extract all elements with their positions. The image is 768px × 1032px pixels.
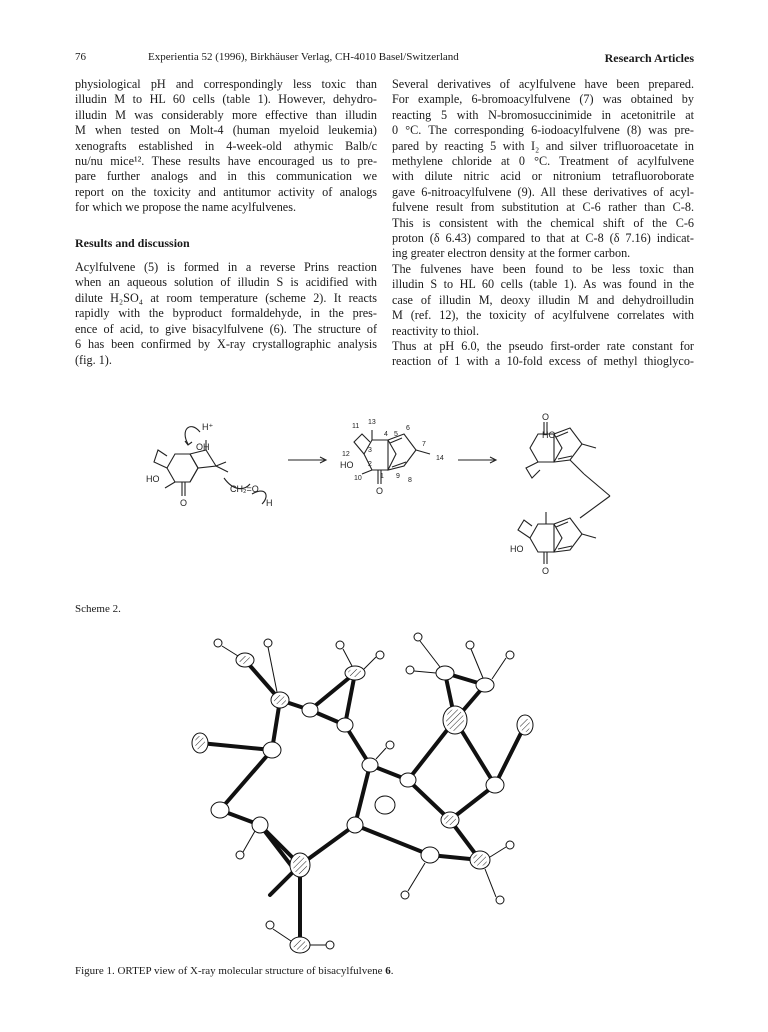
right-column — [392, 77, 694, 370]
text-line: reacting 5 with N-bromosuccinimide in acetonitrile at — [392, 107, 694, 122]
text-line: ing greater electron density at the former carbon. — [392, 246, 631, 261]
acylfulvene-structure — [354, 430, 430, 484]
atom-number: 1 — [380, 473, 384, 480]
atom-number: 12 — [342, 451, 350, 458]
text-line: For example, 6-bromoacylfulvene (7) was obtained by — [392, 92, 694, 107]
section-heading: Results and discussion — [75, 235, 190, 250]
text-line: case of illudin M, deoxy illudin M and dehydroilludin — [392, 292, 694, 307]
atom-number: 6 — [406, 425, 410, 432]
text-line: M (ref. 12), the toxicity of acylfulvene correlates with — [392, 308, 694, 323]
text-line: ence of acid, to give bisacylfulvene (6). The structure of — [75, 321, 377, 336]
ho-label: HO — [510, 544, 524, 554]
running-header — [75, 51, 694, 67]
atom-number: 14 — [436, 455, 444, 462]
paragraph-intro — [75, 77, 377, 216]
atom-number: 9 — [396, 473, 400, 480]
text-line: report on the toxicity and antitumor activity of analogs — [75, 184, 377, 199]
paragraph-results — [75, 260, 377, 368]
text-line: reactivity to thiol. — [392, 323, 479, 338]
scheme-caption: Scheme 2. — [75, 603, 121, 615]
ortep-figure — [180, 625, 570, 970]
ho-label: HO — [146, 474, 160, 484]
text-line: (fig. 1). — [75, 352, 112, 367]
text-line: fulvene result from substitution at C-6 rather than C-8. — [392, 200, 694, 215]
carbonyl-o-label: O — [542, 412, 550, 422]
text-line: illudin M to HL 60 cells (table 1). However, dehydro- — [75, 92, 377, 107]
text-line: 6 has been confirmed by X-ray crystallographic analysis — [75, 337, 377, 352]
paragraph-toxicity — [392, 262, 694, 339]
carbonyl-o-label: O — [180, 498, 188, 508]
text-line: The fulvenes have been found to be less toxic than — [392, 261, 694, 276]
h-plus-label: H⁺ — [202, 422, 214, 432]
ho-label: HO — [340, 460, 354, 470]
section-title: Research Articles — [604, 51, 694, 65]
carbonyl-o-label: O — [376, 486, 384, 496]
text-line: rapidly with the byproduct formaldehyde, in the pres- — [75, 306, 377, 321]
ho-label: HO — [542, 430, 556, 440]
atom-number: 13 — [368, 419, 376, 426]
text-line: reaction of 1 with a 10-fold excess of methyl thioglyco- — [392, 354, 694, 369]
text-line: nu/nu mice¹². These results have encouraged us to pre- — [75, 154, 377, 169]
text-line: pare further analogs and in this communication we — [75, 169, 377, 184]
text-line: 0 °C. The corresponding 6-iodoacylfulvene (8) was pre- — [392, 123, 694, 138]
text-line: physiological pH and correspondingly less toxic than — [75, 77, 377, 91]
text-line: illudin S to HL 60 cells (table 1). As was found in the — [392, 277, 694, 292]
figure-caption-end: . — [390, 965, 394, 977]
reaction-scheme — [140, 412, 680, 587]
atom-number: 4 — [384, 431, 388, 438]
atom-number: 3 — [368, 447, 372, 454]
left-column — [75, 77, 377, 368]
journal-citation: Experientia 52 (1996), Birkhäuser Verlag, CH-4010 Basel/Switzerland — [148, 51, 459, 63]
text-line: proton (δ 6.43) compared to that at C-8 (δ 7.16) indicat- — [392, 231, 694, 246]
text-line: pared by reacting 5 with I₂ and silver trifluoroacetate in — [392, 138, 694, 153]
text-line: when an aqueous solution of illudin S is acidified with — [75, 275, 377, 290]
text-line: Thus at pH 6.0, the pseudo first-order rate constant for — [392, 338, 694, 353]
text-line: with dilute nitric acid or nitronium tetrafluoroborate — [392, 169, 694, 184]
formaldehyde-label: CH₂=O — [230, 484, 259, 494]
page-number: 76 — [75, 51, 86, 63]
atom-number: 10 — [354, 475, 362, 482]
text-line: for which we propose the name acylfulvenes. — [75, 200, 296, 215]
atom-number: 11 — [352, 423, 360, 430]
text-line: xenografts established in 4-week-old athymic Balb/c — [75, 138, 377, 153]
text-line: illudin M was considerably more effective than illudin — [75, 107, 377, 122]
compound-number: 6 — [385, 965, 391, 977]
paragraph-kinetics — [392, 339, 694, 370]
figure-caption — [75, 965, 393, 977]
oh-label: OH — [196, 442, 210, 452]
atom-number: 5 — [394, 431, 398, 438]
text-line: This is consistent with the chemical shift of the C-6 — [392, 215, 694, 230]
text-line: gave 6-nitroacylfulvene (9). All these derivatives of acyl- — [392, 184, 694, 199]
text-line: Acylfulvene (5) is formed in a reverse Prins reaction — [75, 260, 377, 275]
text-line: M when tested on Molt-4 (human myeloid leukemia) — [75, 123, 377, 138]
atom-number: 7 — [422, 441, 426, 448]
paragraph-derivatives — [392, 77, 694, 262]
bisacylfulvene-structure — [518, 422, 610, 564]
atom-number: 2 — [368, 461, 372, 468]
carbonyl-o-label: O — [542, 566, 550, 576]
text-line: dilute H₂SO₄ at room temperature (scheme 2). It reacts — [75, 290, 377, 305]
atom-number: 8 — [408, 477, 412, 484]
h-label: H — [266, 498, 273, 508]
figure-caption-text: Figure 1. ORTEP view of X-ray molecular structure of bisacylfulvene — [75, 965, 386, 977]
text-line: Several derivatives of acylfulvene have been prepared. — [392, 77, 694, 91]
text-line: methylene chloride at 0 °C. Treatment of acylfulvene — [392, 154, 694, 169]
